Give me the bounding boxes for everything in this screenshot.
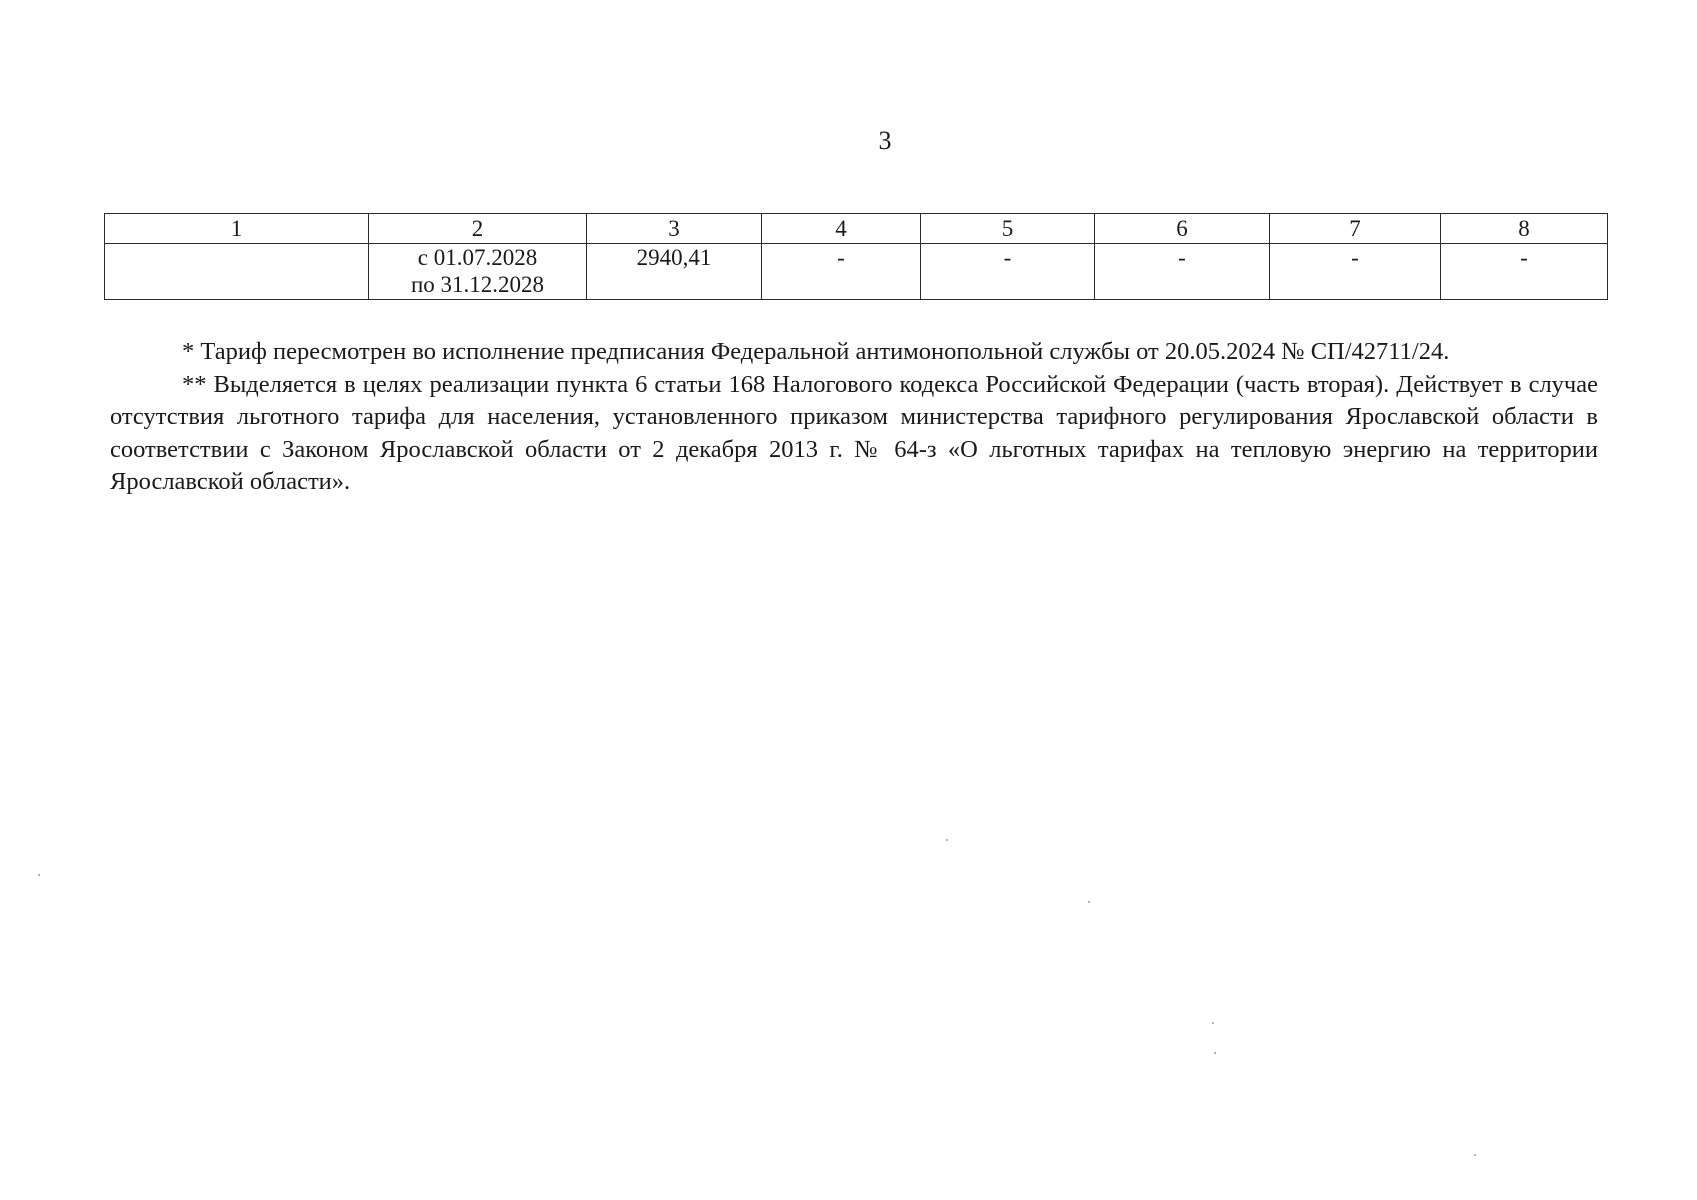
scan-speck <box>946 839 948 841</box>
cell-col-5: - <box>921 244 1095 300</box>
page-number: 3 <box>878 126 892 155</box>
tariff-table <box>104 213 1608 300</box>
footnotes <box>110 336 1598 499</box>
column-number-3: 3 <box>587 214 762 244</box>
cell-period <box>369 244 587 300</box>
cell-col-6: - <box>1095 244 1270 300</box>
footnote-2: ** Выделяется в целях реализации пункта 6 статьи 168 Налогового кодекса Российской Федерации (часть вторая). Действует в случае отсутствия льготного тарифа для населения, установленного приказом министерства тарифного регулирования Ярославской области в соответствии с Законом Ярославской области от 2 декабря 2013 г. № 64-з «О льготных тарифах на тепловую энергию на территории Ярославской области». <box>110 370 1598 495</box>
cell-col-1 <box>105 244 369 300</box>
scan-speck <box>1212 1022 1214 1024</box>
scan-speck <box>1214 1052 1216 1054</box>
scan-speck <box>1088 901 1090 903</box>
column-number-row <box>105 214 1608 244</box>
period-from: с 01.07.2028 <box>417 245 538 270</box>
cell-col-8: - <box>1441 244 1608 300</box>
scan-speck <box>1474 1154 1476 1156</box>
cell-col-4: - <box>762 244 921 300</box>
cell-col-7: - <box>1270 244 1441 300</box>
column-number-1: 1 <box>105 214 369 244</box>
column-number-6: 6 <box>1095 214 1270 244</box>
footnote-1: * Тариф пересмотрен во исполнение предписания Федеральной антимонопольной службы от 20.05.2024 № СП/42711/24. <box>182 338 1450 365</box>
column-number-5: 5 <box>921 214 1095 244</box>
column-number-2: 2 <box>369 214 587 244</box>
table-row <box>105 244 1608 300</box>
column-number-4: 4 <box>762 214 921 244</box>
period-to: по 31.12.2028 <box>410 272 545 297</box>
column-number-8: 8 <box>1441 214 1608 244</box>
column-number-7: 7 <box>1270 214 1441 244</box>
scan-speck <box>38 874 40 876</box>
cell-tariff-value: 2940,41 <box>587 244 762 300</box>
